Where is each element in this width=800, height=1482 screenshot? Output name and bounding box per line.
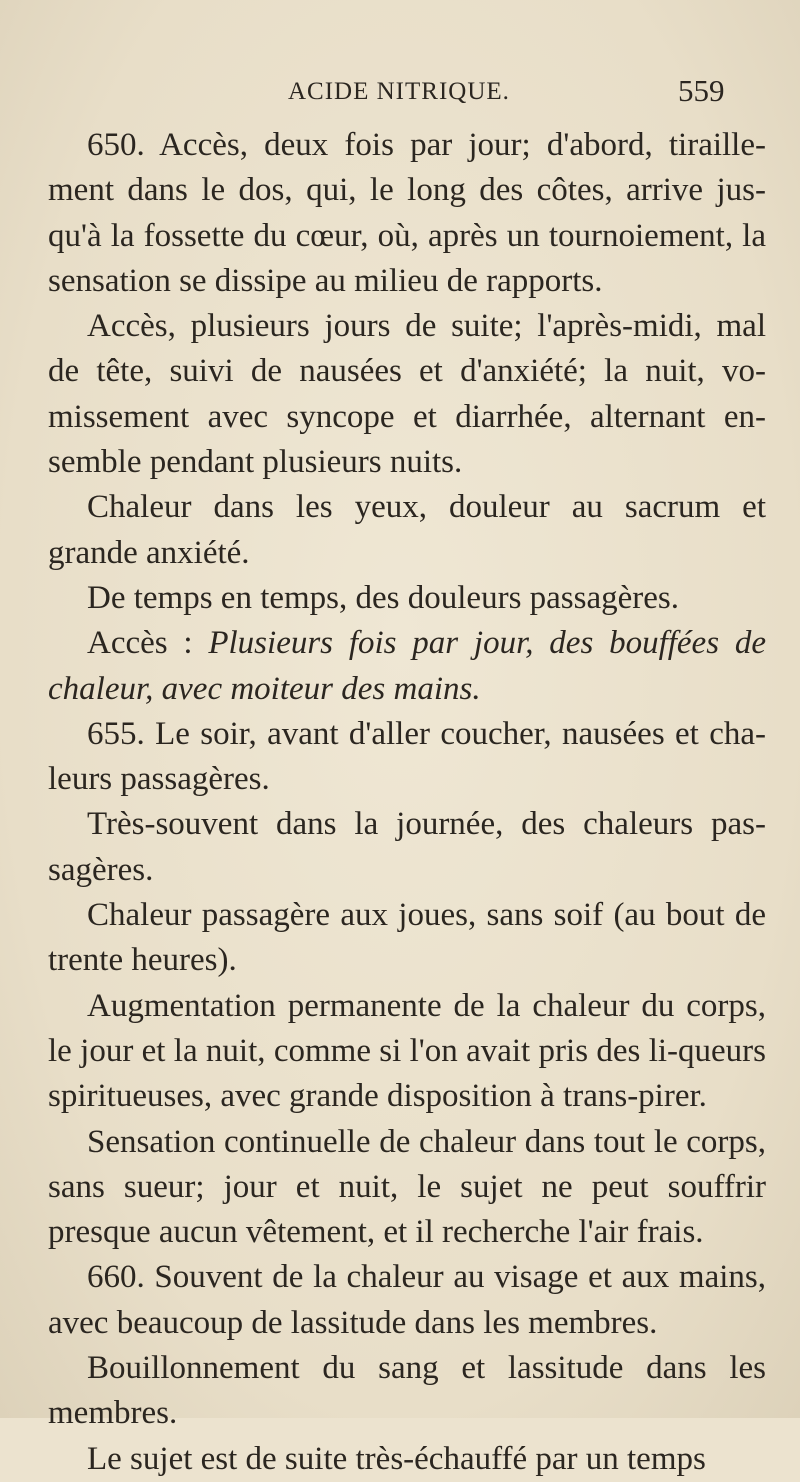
paragraph-655: 655. Le soir, avant d'aller coucher, nausées et cha-leurs passagères. (48, 715, 766, 798)
paragraph-acces-bouffees (48, 621, 766, 712)
page-number: 559 (678, 73, 725, 108)
paragraph-chaleur-joues: Chaleur passagère aux joues, sans soif (au bout de trente heures). (48, 897, 766, 979)
paragraph-650: 650. Accès, deux fois par jour; d'abord, tiraille-ment dans le dos, qui, le long des côtes, arrive jus-qu'à la fossette du cœur, où, après un tournoiement, la sensation se dissipe au milieu de rapports. (48, 127, 766, 299)
paragraph-660: 660. Souvent de la chaleur au visage et aux mains, avec beaucoup de lassitude dans les membres. (48, 1259, 766, 1341)
paragraph-augmentation: Augmentation permanente de la chaleur du corps, le jour et la nuit, comme si l'on avait pris des li-queurs spiritueuses, avec grande disposition à trans-pirer. (48, 987, 766, 1115)
page-header (0, 73, 800, 118)
running-head: ACIDE NITRIQUE. (288, 78, 510, 105)
paragraph-italic-text: Plusieurs fois par jour, des bouffées de chaleur, avec moiteur des mains. (48, 625, 766, 707)
body-text (48, 123, 766, 1482)
paragraph-douleurs-passageres: De temps en temps, des douleurs passagères. (87, 579, 680, 616)
paragraph-le-sujet: Le sujet est de suite très-échauffé par un temps (87, 1440, 706, 1477)
paragraph-acces-plusieurs-jours: Accès, plusieurs jours de suite; l'après-midi, mal de tête, suivi de nausées et d'anxiété; la nuit, vo-missement avec syncope et diarrhée, alternant en-semble pendant plusieurs nuits. (48, 308, 766, 481)
paragraph-sensation: Sensation continuelle de chaleur dans tout le corps, sans sueur; jour et nuit, le sujet ne peut souffrir presque aucun vêtement, et il recherche l'air frais. (48, 1123, 766, 1251)
paragraph-lead: Accès : (87, 625, 209, 662)
paragraph-bouillonnement: Bouillonnement du sang et lassitude dans les membres. (48, 1350, 766, 1432)
paragraph-tres-souvent: Très-souvent dans la journée, des chaleurs pas-sagères. (48, 806, 766, 888)
paragraph-chaleur-yeux: Chaleur dans les yeux, douleur au sacrum et grande anxiété. (48, 489, 766, 571)
